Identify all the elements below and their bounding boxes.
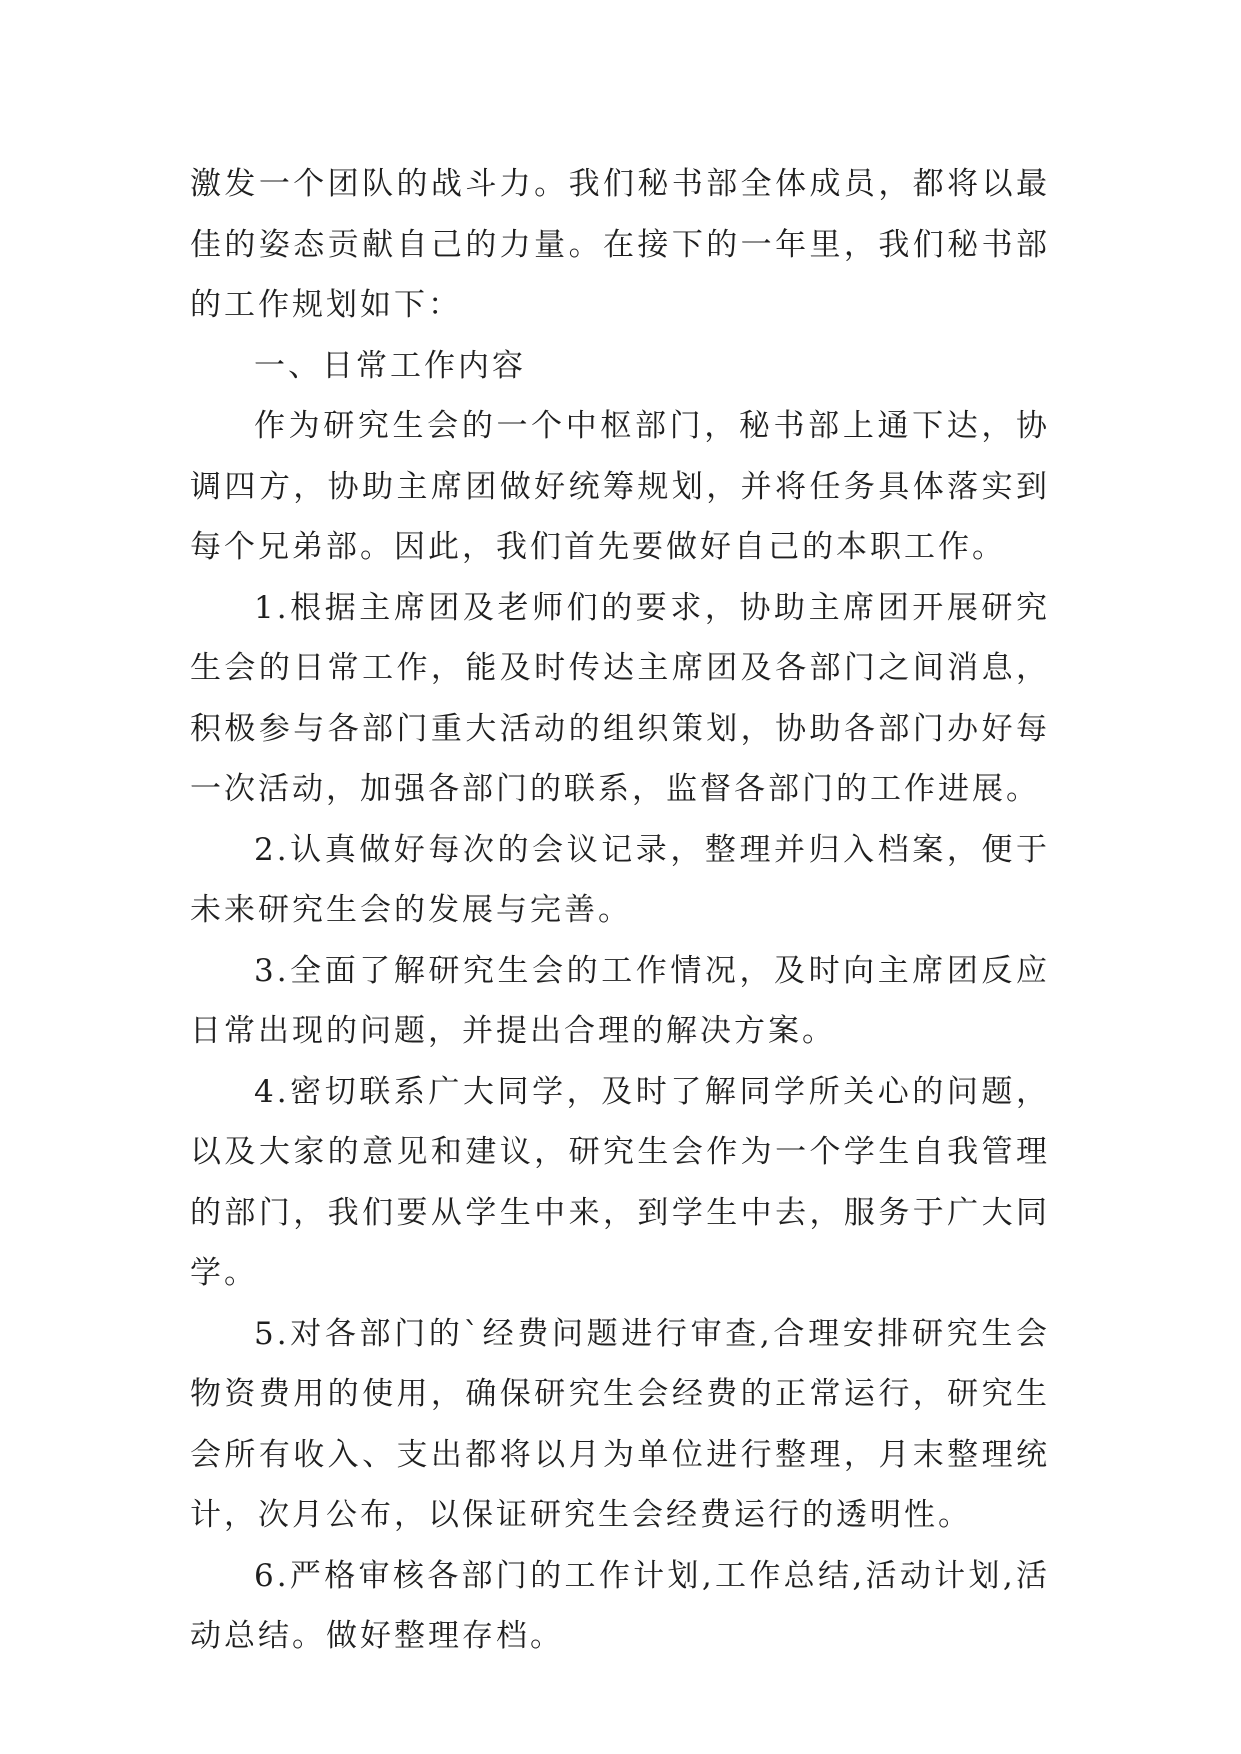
list-item: 4.密切联系广大同学，及时了解同学所关心的问题，以及大家的意见和建议，研究生会作为一个学生自我管理的部门，我们要从学生中来，到学生中去，服务于广大同学。 <box>190 1073 1050 1291</box>
overview-paragraph: 作为研究生会的一个中枢部门，秘书部上通下达，协调四方，协助主席团做好统筹规划，并将任务具体落实到每个兄弟部。因此，我们首先要做好自己的本职工作。 <box>190 408 1050 565</box>
intro-paragraph: 激发一个团队的战斗力。我们秘书部全体成员，都将以最佳的姿态贡献自己的力量。在接下的一年里，我们秘书部的工作规划如下： <box>190 166 1050 323</box>
document-body <box>190 154 1050 1667</box>
section-heading: 一、日常工作内容 <box>254 347 526 384</box>
list-item: 2.认真做好每次的会议记录，整理并归入档案，便于未来研究生会的发展与完善。 <box>190 831 1050 928</box>
list-item: 5.对各部门的`经费问题进行审查,合理安排研究生会物资费用的使用，确保研究生会经费的正常运行，研究生会所有收入、支出都将以月为单位进行整理，月末整理统计，次月公布，以保证研究生会经费运行的透明性。 <box>190 1315 1050 1533</box>
list-item: 3.全面了解研究生会的工作情况，及时向主席团反应日常出现的问题，并提出合理的解决方案。 <box>190 952 1050 1049</box>
list-item: 6.严格审核各部门的工作计划,工作总结,活动计划,活动总结。做好整理存档。 <box>190 1557 1050 1654</box>
list-item: 1.根据主席团及老师们的要求，协助主席团开展研究生会的日常工作，能及时传达主席团及各部门之间消息，积极参与各部门重大活动的组织策划，协助各部门办好每一次活动，加强各部门的联系，监督各部门的工作进展。 <box>190 589 1050 807</box>
